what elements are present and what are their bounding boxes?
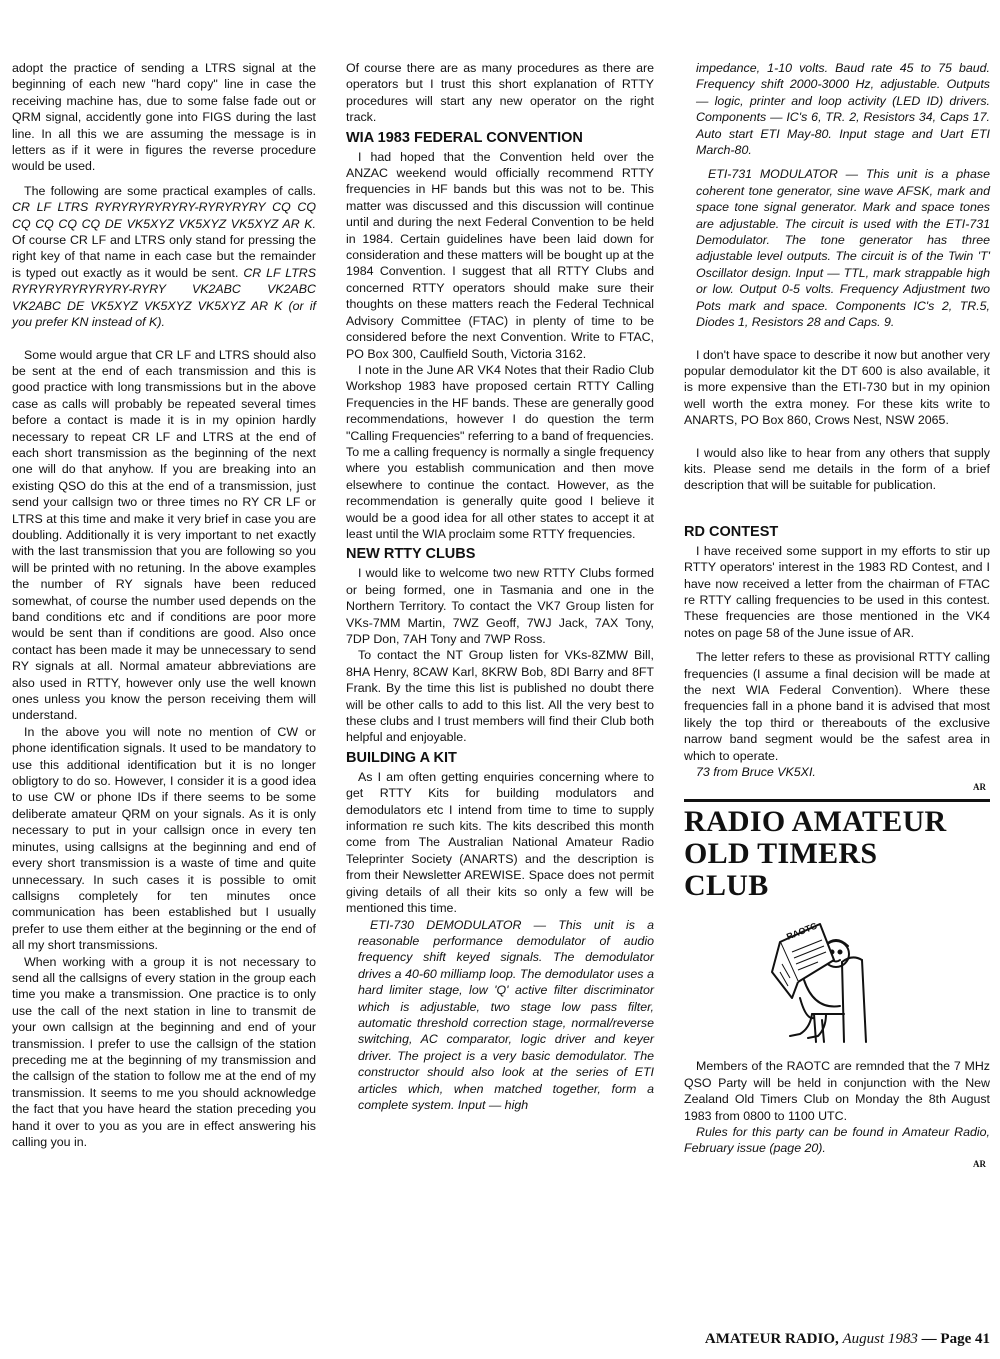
- paragraph: I would also like to hear from any others that supply kits. Please send me details in the form of a brief description that will be suitable for publication.: [684, 445, 990, 493]
- section-heading-clubs: NEW RTTY CLUBS: [346, 546, 476, 563]
- page-number: — Page 41: [921, 1331, 990, 1347]
- page-footer: [684, 1331, 990, 1348]
- end-mark: AR: [973, 782, 986, 793]
- raotc-box: [684, 799, 990, 1169]
- column-3: [684, 60, 990, 1170]
- paragraph: I don't have space to describe it now but another very popular demodulator kit the DT 600 is also available, it is more expensive than the ETI-730 but in my opinion well worth the extra money. For these kits write to ANARTS, PO Box 860, Crows Nest, NSW 2065.: [684, 347, 990, 428]
- kit-description: ETI-731 MODULATOR — This unit is a phase coherent tone generator, sine wave AFSK, mark and space tone signal generator. Mark and space tones are adjustable. The circuit is used with the ETI-731 Demodulator. The tone generator has three adjustable level outputs. The circuit is of the Twin 'T' Oscillator design. Input — TTL, mark strappable high or low. Output 0-5 volts. Frequency Adjustment two Pots mark and space. Components IC's 2, TR.5, Diodes 1, Resistors 28 and Caps. 9.: [696, 167, 990, 330]
- text-run: The following are some practical examples of calls.: [24, 183, 316, 198]
- raotc-cartoon: [684, 902, 990, 1050]
- old-timer-reading-illustration: [684, 902, 990, 1050]
- end-mark: AR: [973, 1158, 986, 1169]
- column-1: [12, 60, 316, 1150]
- paragraph: I have received some support in my efforts to stir up RTTY operators' interest in the 1983 RD Contest, and I have now received a letter from the chairman of FTAC re RTTY calling frequencies to be used in this contest. These frequencies are those mentioned in the VK4 notes on page 58 of the June issue of AR.: [684, 543, 990, 640]
- paragraph: In the above you will note no mention of CW or phone identification signals. It used to be mandatory to use this additional identification but it is no longer obligtory to do so. However, I consider it is a good idea to use CW or phone IDs if there seems to be some deliberate amateur QRM on your signals. As it is only necessary to put in your callsign once in every ten minutes, using callsigns at the beginning and end of every short transmission is a waste of time and quite unnecessary. In such cases it is possible to omit callsigns completely for ten minutes once communication has been established but I usually prefer to use them either at the beginning or the end of all my short transmissions.: [12, 724, 316, 953]
- section-heading-kit: BUILDING A KIT: [346, 749, 457, 766]
- paragraph: Members of the RAOTC are remnded that the 7 MHz QSO Party will be held in conjunction with the New Zealand Old Timers Club on Monday the 8th August 1983 from 0800 to 1100 UTC.: [684, 1059, 990, 1123]
- paragraph: The letter refers to these as provisional RTTY calling frequencies (I assume a final decision will be made at the next WIA Federal Convention). Where these frequencies fall in a phone band it is advised that most likely the top third or thereabouts of the exclusive narrow band segment would be the safest area in which to operate.: [684, 650, 990, 763]
- column-2: [346, 60, 654, 1113]
- paragraph: Some would argue that CR LF and LTRS should also be sent at the end of each transmission and this is good practice with long transmissions but in the above case as calls will probably be repeated several times before a contact is made it is in my opinion hardly necessary to repeat CR LF and LTRS at the end of each short transmission as the beginning of the next one will do that anyhow. If you are breaking into an existing QSO do this at the end of a transmission, just send your callsign two or three times no RY CR LF or LTRS at this time and make it very brief in case you are doubling. Additionally it is very important to net exactly with the last transmission that you are following so you will be printed with no retuning. In the above examples the number of RY signals have been reduced somewhat, of course the number used depends on the band conditions etc and if conditions are poor more would be sent than if conditions are good. Also once contact has been made it may be unnecessary to send RY signals at all. Normal amateur abbreviations are also used in RTTY, however only use the well known ones unless you know the person receiving them will understand.: [12, 347, 316, 723]
- raotc-title: [684, 806, 990, 902]
- kit-description: impedance, 1-10 volts. Baud rate 45 to 75 baud. Frequency shift 2000-3000 Hz, adjustable. Outputs — logic, printer and loop activity (LED ID) drivers. Components — IC's 6, TR. 2, Resistors 34, Caps 17. Auto start ETI May-80. Input stage and Uart ETI March-80.: [696, 61, 990, 158]
- section-heading-rd-contest: RD CONTEST: [684, 523, 779, 540]
- example-call: CR LF LTRS RYRYRYRYRYRY-RYRYRYRY CQ CQ CQ CQ CQ CQ DE VK5XYZ VK5XYZ VK5XYZ AR K.: [12, 200, 316, 231]
- magazine-name: AMATEUR RADIO,: [704, 1331, 839, 1347]
- paragraph: [12, 183, 316, 331]
- raotc-title-line: CLUB: [684, 869, 769, 903]
- paragraph: When working with a group it is not necessary to send all the callsigns of every station in the group each time you make a transmission. One practice is to only use the call of the next station in line to transmit de your own callsign at the beginning and end of your transmission. I prefer to use the callsign of the station preceding me at the beginning of my transmission and the callsign of the station to follow me at the end of my transmission. It seems to me you should acknowledge the fact that you have heard the station preceding you hand it over to you as you are in effect answering his calling you in.: [12, 954, 316, 1149]
- paragraph: Of course there are as many procedures as there are operators but I trust this short explanation of RTTY procedures will start any new operator on the right track.: [346, 61, 654, 125]
- paragraph: Rules for this party can be found in Amateur Radio, February issue (page 20).: [684, 1125, 990, 1156]
- section-heading-convention: WIA 1983 FEDERAL CONVENTION: [346, 129, 583, 146]
- paragraph: adopt the practice of sending a LTRS signal at the beginning of each new "hard copy" line in case the receiving machine has, due to some false fade out or QRM signal, accidently gone into FIGS during the last line. In all this we are assuming the message is in letters as if it were in figures the reverse procedure would be used.: [12, 61, 316, 174]
- paragraph: I would like to welcome two new RTTY Clubs formed or being formed, one in Tasmania and one in the Northern Territory. To contact the VK7 Group listen for VKs-7MM Martin, 7WZ Geoff, 7WJ Jack, 7AX Tony, 7DP Don, 7AH Tony and 7WP Ross.: [346, 566, 654, 646]
- issue-date: August 1983: [842, 1331, 918, 1347]
- signoff: 73 from Bruce VK5XI.: [696, 765, 816, 780]
- paragraph: I had hoped that the Convention held over the ANZAC weekend would officially recommend RTTY frequencies in HF bands but this was not to be. This matter was discussed and this discussion will continue until and during the next Federal Convention to be held in 1984. Certain guidelines have been laid down for consideration and these matters will be bought up at the 1984 Convention. I suggest that all RTTY Clubs and concerned RTTY operators should make sure their thoughts on these matters reach the Federal Technical Advisory Committee (FTAC) in plenty of time to be considered before the next Convention. Write to FTAC, PO Box 300, Caulfield South, Victoria 3162.: [346, 149, 654, 361]
- paragraph: To contact the NT Group listen for VKs-8ZMW Bill, 8HA Henry, 8CAW Karl, 8KRW Bob, 8DI Barry and 8FT Frank. By the time this list is published no doubt there will be other calls to add to this list. All the very best to these clubs and I trust members will find their Club both helpful and enjoyable.: [346, 648, 654, 745]
- example-call: CR LF LTRS RYRYRYRYRYRYRY-RYRY VK2ABC VK2ABC VK2ABC DE VK5XYZ VK5XYZ VK5XYZ AR K (or if you prefer KN instead of K).: [12, 265, 316, 330]
- raotc-rule: [684, 799, 990, 802]
- paragraph: As I am often getting enquiries concerning where to get RTTY Kits for building modulators and demodulators etc I intend from time to time to supply information re such kits. The kits described this month come from The Australian National Amateur Radio Teleprinter Society (ANARTS) and the description is from their Newsletter AREWISE. Space does not permit giving details of all their kits so only a few will be mentioned this time.: [346, 769, 654, 916]
- newspaper-label: RAOTC: [785, 921, 819, 943]
- raotc-title-line: RADIO AMATEUR: [684, 805, 947, 839]
- raotc-title-line: OLD TIMERS: [684, 837, 878, 871]
- paragraph: I note in the June AR VK4 Notes that their Radio Club Workshop 1983 have proposed certain RTTY Calling Frequencies in the HF bands. These are generally good recommendations, however I do question the term "Calling Frequencies" referring to a band of frequencies. To me a calling frequency is normally a single frequency where you establish communication and then move elsewhere to continue the contact. However, as the recommendation is generally quite good I believe it would be a good idea for all other states to accept it at least until the WIA proclaim some RTTY frequencies.: [346, 362, 654, 541]
- kit-description: ETI-730 DEMODULATOR — This unit is a reasonable performance demodulator of audio frequency shift keyed signals. The demodulator drives a 40-60 milliamp loop. The demodulator uses a hard limiter stage, low 'Q' active filter discriminator which is adjustable, two stage low pass filter, automatic threshold correction stage, normal/reverse switching, AC comparator, logic driver and keyer driver. The project is a very basic demodulator. The constructor should also look at the series of ETI articles which, when matched together, form a complete system. Input — high: [358, 917, 654, 1112]
- text-run: Of course CR LF and LTRS only stand for pressing the right key of that name in each case but the remainder is typed out exactly as it would be sent.: [12, 233, 316, 280]
